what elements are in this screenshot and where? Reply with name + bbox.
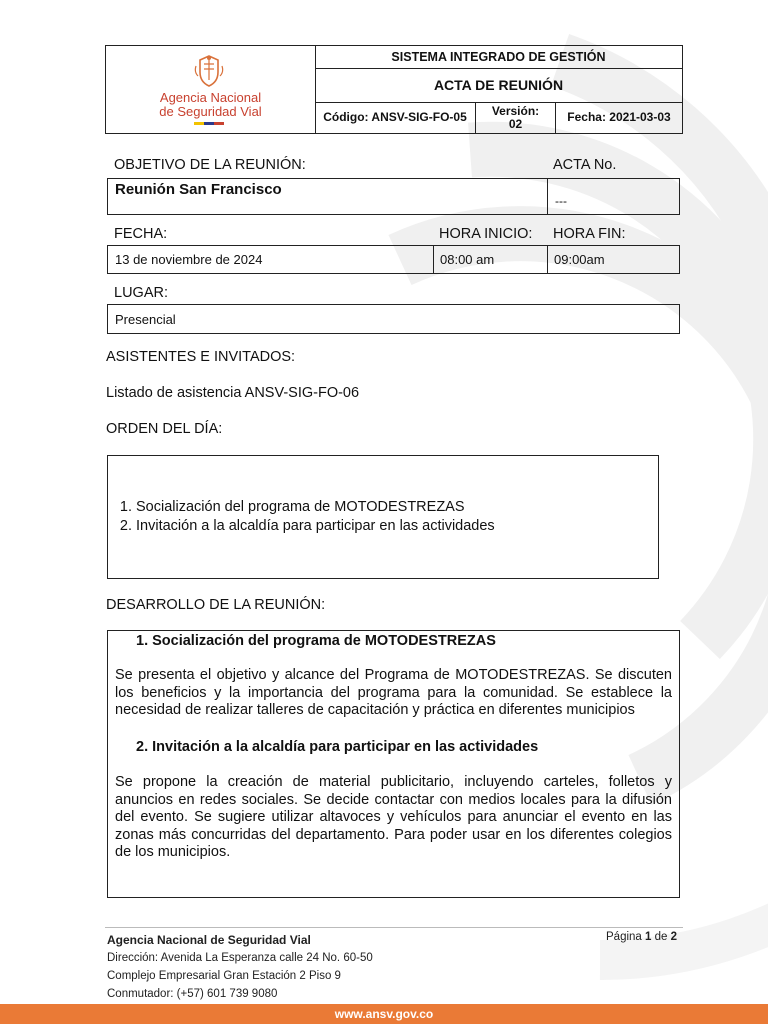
document-date: Fecha: 2021-03-03 xyxy=(567,110,671,124)
place-label: LUGAR: xyxy=(114,285,168,301)
logo-line-2: de Seguridad Vial xyxy=(159,104,262,119)
agenda-box xyxy=(107,455,659,579)
end-time-label: HORA FIN: xyxy=(553,226,626,242)
logo-line-1: Agencia Nacional xyxy=(159,90,262,105)
objective-value: Reunión San Francisco xyxy=(115,181,282,198)
document-code: Código: ANSV-SIG-FO-05 xyxy=(315,102,476,133)
footer-bar xyxy=(0,1004,768,1024)
website-link[interactable]: www.ansv.gov.co xyxy=(334,1007,434,1021)
footer-address: Dirección: Avenida La Esperanza calle 24 No. 60-50 xyxy=(107,952,373,964)
acta-number-label: ACTA No. xyxy=(553,157,617,173)
system-title: SISTEMA INTEGRADO DE GESTIÓN xyxy=(315,46,682,69)
page-total: 2 xyxy=(670,931,678,943)
footer-divider xyxy=(105,927,683,928)
footer-complex: Complejo Empresarial Gran Estación 2 Piso 9 xyxy=(107,970,341,982)
logo-flag-stripe xyxy=(194,122,224,125)
development-box xyxy=(107,630,680,898)
start-time-label: HORA INICIO: xyxy=(439,226,533,242)
place-value: Presencial xyxy=(115,311,176,327)
document-version: Versión: 02 xyxy=(476,102,556,133)
document-meta-row xyxy=(315,102,682,133)
date-value: 13 de noviembre de 2024 xyxy=(115,252,263,267)
objective-label: OBJETIVO DE LA REUNIÓN: xyxy=(114,157,306,173)
objective-row xyxy=(107,178,680,215)
section-heading: 1. Socialización del programa de MOTODESTREZAS xyxy=(136,633,496,649)
document-title: ACTA DE REUNIÓN xyxy=(315,68,682,103)
coat-of-arms-icon xyxy=(194,54,224,88)
section-body: Se propone la creación de material publicitario, incluyendo carteles, folletos y anuncios en redes sociales. Se decide contactar con medios locales para la difusión del evento. Se sugiere utilizar altavoces y vehículos para anunciar el evento en las zonas más concurridas del departamento. Para poder usar en los diferentes colegios de los municipios. xyxy=(115,774,672,860)
start-time-value: 08:00 am xyxy=(433,246,547,273)
agency-logo xyxy=(106,46,316,133)
place-row xyxy=(107,304,680,334)
section-body: Se presenta el objetivo y alcance del Programa de MOTODESTREZAS. Se discuten los beneficios y la importancia del programa para la comunidad. Se establece la necesidad de realizar talleres de capacitación y práctica en diferentes municipios xyxy=(115,667,672,718)
agenda-item: 1. Socialización del programa de MOTODESTREZAS xyxy=(136,498,495,517)
schedule-row xyxy=(107,245,680,274)
acta-number-value: --- xyxy=(547,179,679,214)
footer-org: Agencia Nacional de Seguridad Vial xyxy=(107,933,311,947)
page-current: 1 xyxy=(645,931,652,943)
attendees-value: Listado de asistencia ANSV-SIG-FO-06 xyxy=(106,385,360,401)
document-header xyxy=(105,45,683,134)
section-heading: 2. Invitación a la alcaldía para participar en las actividades xyxy=(136,739,539,755)
page-number xyxy=(606,931,677,943)
agenda-label: ORDEN DEL DÍA: xyxy=(106,421,223,437)
agenda-item: 2. Invitación a la alcaldía para participar en las actividades xyxy=(136,517,495,536)
page-separator: de xyxy=(654,931,668,943)
footer-phone: Conmutador: (+57) 601 739 9080 xyxy=(107,988,278,1000)
development-label: DESARROLLO DE LA REUNIÓN: xyxy=(106,597,326,613)
attendees-label: ASISTENTES E INVITADOS: xyxy=(106,349,296,365)
page-prefix: Página xyxy=(606,931,642,943)
date-label: FECHA: xyxy=(114,226,168,242)
end-time-value: 09:00am xyxy=(547,246,679,273)
agenda-list xyxy=(108,498,495,536)
